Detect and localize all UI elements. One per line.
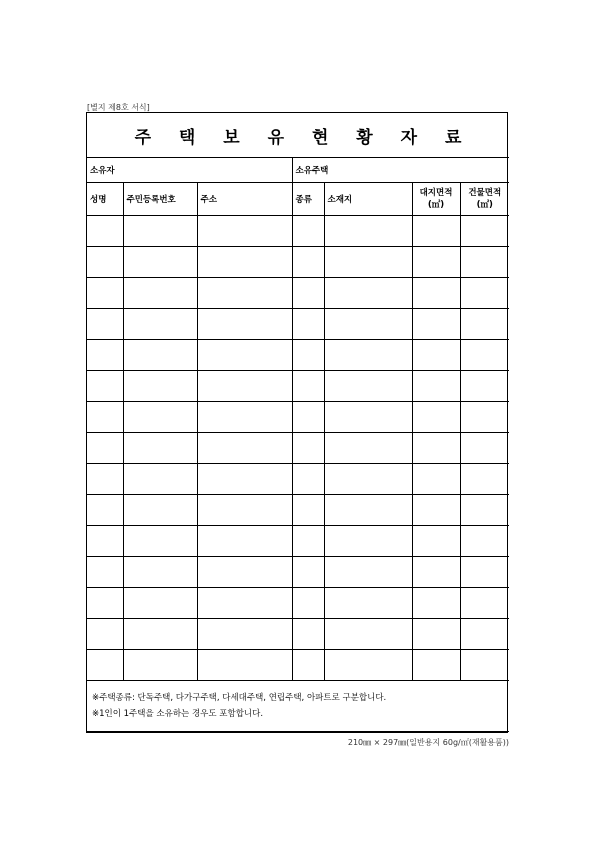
cell-location[interactable] bbox=[324, 650, 412, 681]
cell-location[interactable] bbox=[324, 619, 412, 650]
column-header-address: 주소 bbox=[197, 183, 292, 216]
cell-land-area[interactable] bbox=[412, 619, 460, 650]
cell-location[interactable] bbox=[324, 588, 412, 619]
cell-resident-id[interactable] bbox=[123, 464, 197, 495]
cell-name[interactable] bbox=[87, 309, 123, 340]
note-house-types: ※주택종류: 단독주택, 다가구주택, 다세대주택, 연립주택, 아파트로 구분합니다. bbox=[92, 693, 387, 703]
cell-address[interactable] bbox=[197, 340, 292, 371]
cell-location[interactable] bbox=[324, 340, 412, 371]
owner-section-header: 소유자 bbox=[87, 158, 292, 183]
table-row bbox=[87, 526, 509, 557]
cell-name[interactable] bbox=[87, 433, 123, 464]
cell-land-area[interactable] bbox=[412, 278, 460, 309]
cell-building-area[interactable] bbox=[460, 278, 509, 309]
cell-type[interactable] bbox=[292, 433, 324, 464]
cell-type[interactable] bbox=[292, 340, 324, 371]
column-header-building-area bbox=[460, 183, 509, 216]
cell-type[interactable] bbox=[292, 464, 324, 495]
cell-building-area[interactable] bbox=[460, 433, 509, 464]
cell-location[interactable] bbox=[324, 526, 412, 557]
cell-land-area[interactable] bbox=[412, 495, 460, 526]
cell-type[interactable] bbox=[292, 526, 324, 557]
cell-address[interactable] bbox=[197, 402, 292, 433]
form-number-label: [별지 제8호 서식] bbox=[87, 103, 150, 112]
housing-ownership-form bbox=[86, 112, 508, 733]
cell-type[interactable] bbox=[292, 495, 324, 526]
cell-building-area[interactable] bbox=[460, 650, 509, 681]
cell-building-area[interactable] bbox=[460, 247, 509, 278]
cell-land-area[interactable] bbox=[412, 216, 460, 247]
column-header-land-area bbox=[412, 183, 460, 216]
cell-name[interactable] bbox=[87, 650, 123, 681]
cell-type[interactable] bbox=[292, 247, 324, 278]
table-row bbox=[87, 433, 509, 464]
cell-land-area[interactable] bbox=[412, 433, 460, 464]
cell-land-area[interactable] bbox=[412, 557, 460, 588]
cell-building-area[interactable] bbox=[460, 495, 509, 526]
cell-building-area[interactable] bbox=[460, 216, 509, 247]
cell-resident-id[interactable] bbox=[123, 340, 197, 371]
column-header-row bbox=[87, 183, 509, 216]
cell-type[interactable] bbox=[292, 278, 324, 309]
land-area-label: 대지면적 bbox=[419, 188, 453, 198]
table-row bbox=[87, 278, 509, 309]
table-row bbox=[87, 371, 509, 402]
cell-building-area[interactable] bbox=[460, 619, 509, 650]
cell-name[interactable] bbox=[87, 340, 123, 371]
cell-land-area[interactable] bbox=[412, 650, 460, 681]
cell-land-area[interactable] bbox=[412, 340, 460, 371]
table-row bbox=[87, 247, 509, 278]
table-row bbox=[87, 557, 509, 588]
column-header-name: 성명 bbox=[87, 183, 123, 216]
cell-resident-id[interactable] bbox=[123, 433, 197, 464]
column-header-type: 종류 bbox=[292, 183, 324, 216]
cell-resident-id[interactable] bbox=[123, 278, 197, 309]
cell-location[interactable] bbox=[324, 216, 412, 247]
cell-location[interactable] bbox=[324, 278, 412, 309]
cell-address[interactable] bbox=[197, 464, 292, 495]
cell-type[interactable] bbox=[292, 371, 324, 402]
building-area-unit: (㎡) bbox=[476, 200, 493, 210]
cell-building-area[interactable] bbox=[460, 526, 509, 557]
cell-name[interactable] bbox=[87, 526, 123, 557]
cell-resident-id[interactable] bbox=[123, 371, 197, 402]
cell-resident-id[interactable] bbox=[123, 588, 197, 619]
cell-type[interactable] bbox=[292, 619, 324, 650]
table-row bbox=[87, 309, 509, 340]
table-row bbox=[87, 650, 509, 681]
cell-type[interactable] bbox=[292, 402, 324, 433]
table-row bbox=[87, 402, 509, 433]
cell-resident-id[interactable] bbox=[123, 216, 197, 247]
cell-resident-id[interactable] bbox=[123, 650, 197, 681]
cell-building-area[interactable] bbox=[460, 309, 509, 340]
cell-resident-id[interactable] bbox=[123, 495, 197, 526]
cell-type[interactable] bbox=[292, 588, 324, 619]
cell-location[interactable] bbox=[324, 464, 412, 495]
cell-address[interactable] bbox=[197, 309, 292, 340]
cell-name[interactable] bbox=[87, 371, 123, 402]
cell-address[interactable] bbox=[197, 216, 292, 247]
land-area-unit: (㎡) bbox=[427, 200, 445, 210]
building-area-label: 건물면적 bbox=[468, 188, 502, 198]
cell-building-area[interactable] bbox=[460, 588, 509, 619]
paper-spec-footer: 210㎜ × 297㎜(일반용지 60g/㎡(재활용품)) bbox=[347, 738, 509, 747]
cell-resident-id[interactable] bbox=[123, 619, 197, 650]
table-row bbox=[87, 619, 509, 650]
cell-land-area[interactable] bbox=[412, 247, 460, 278]
cell-name[interactable] bbox=[87, 495, 123, 526]
cell-land-area[interactable] bbox=[412, 309, 460, 340]
form-title: 주 택 보 유 현 황 자 료 bbox=[134, 127, 473, 148]
title-cell bbox=[87, 113, 509, 158]
cell-location[interactable] bbox=[324, 371, 412, 402]
cell-address[interactable] bbox=[197, 495, 292, 526]
notes-cell bbox=[87, 681, 509, 732]
cell-name[interactable] bbox=[87, 247, 123, 278]
cell-type[interactable] bbox=[292, 557, 324, 588]
cell-address[interactable] bbox=[197, 557, 292, 588]
form-table bbox=[87, 113, 509, 732]
column-header-resident-id: 주민등록번호 bbox=[123, 183, 197, 216]
cell-location[interactable] bbox=[324, 402, 412, 433]
cell-building-area[interactable] bbox=[460, 557, 509, 588]
cell-address[interactable] bbox=[197, 278, 292, 309]
cell-name[interactable] bbox=[87, 619, 123, 650]
cell-type[interactable] bbox=[292, 650, 324, 681]
cell-resident-id[interactable] bbox=[123, 557, 197, 588]
cell-location[interactable] bbox=[324, 433, 412, 464]
cell-building-area[interactable] bbox=[460, 340, 509, 371]
table-row bbox=[87, 464, 509, 495]
table-row bbox=[87, 495, 509, 526]
cell-address[interactable] bbox=[197, 650, 292, 681]
cell-name[interactable] bbox=[87, 464, 123, 495]
cell-land-area[interactable] bbox=[412, 371, 460, 402]
cell-resident-id[interactable] bbox=[123, 526, 197, 557]
cell-resident-id[interactable] bbox=[123, 309, 197, 340]
cell-address[interactable] bbox=[197, 371, 292, 402]
cell-name[interactable] bbox=[87, 588, 123, 619]
cell-resident-id[interactable] bbox=[123, 247, 197, 278]
cell-location[interactable] bbox=[324, 309, 412, 340]
cell-building-area[interactable] bbox=[460, 464, 509, 495]
table-row bbox=[87, 216, 509, 247]
house-section-header: 소유주택 bbox=[292, 158, 509, 183]
cell-land-area[interactable] bbox=[412, 526, 460, 557]
cell-name[interactable] bbox=[87, 216, 123, 247]
cell-resident-id[interactable] bbox=[123, 402, 197, 433]
cell-type[interactable] bbox=[292, 216, 324, 247]
cell-building-area[interactable] bbox=[460, 402, 509, 433]
cell-land-area[interactable] bbox=[412, 464, 460, 495]
table-row bbox=[87, 588, 509, 619]
cell-address[interactable] bbox=[197, 526, 292, 557]
cell-land-area[interactable] bbox=[412, 402, 460, 433]
column-header-location: 소재지 bbox=[324, 183, 412, 216]
cell-name[interactable] bbox=[87, 557, 123, 588]
cell-name[interactable] bbox=[87, 402, 123, 433]
note-single-house: ※1인이 1주택을 소유하는 경우도 포함합니다. bbox=[92, 709, 264, 719]
cell-location[interactable] bbox=[324, 557, 412, 588]
cell-land-area[interactable] bbox=[412, 588, 460, 619]
cell-location[interactable] bbox=[324, 495, 412, 526]
cell-address[interactable] bbox=[197, 588, 292, 619]
cell-address[interactable] bbox=[197, 619, 292, 650]
cell-address[interactable] bbox=[197, 433, 292, 464]
table-row bbox=[87, 340, 509, 371]
cell-name[interactable] bbox=[87, 278, 123, 309]
cell-type[interactable] bbox=[292, 309, 324, 340]
cell-building-area[interactable] bbox=[460, 371, 509, 402]
cell-address[interactable] bbox=[197, 247, 292, 278]
cell-location[interactable] bbox=[324, 247, 412, 278]
